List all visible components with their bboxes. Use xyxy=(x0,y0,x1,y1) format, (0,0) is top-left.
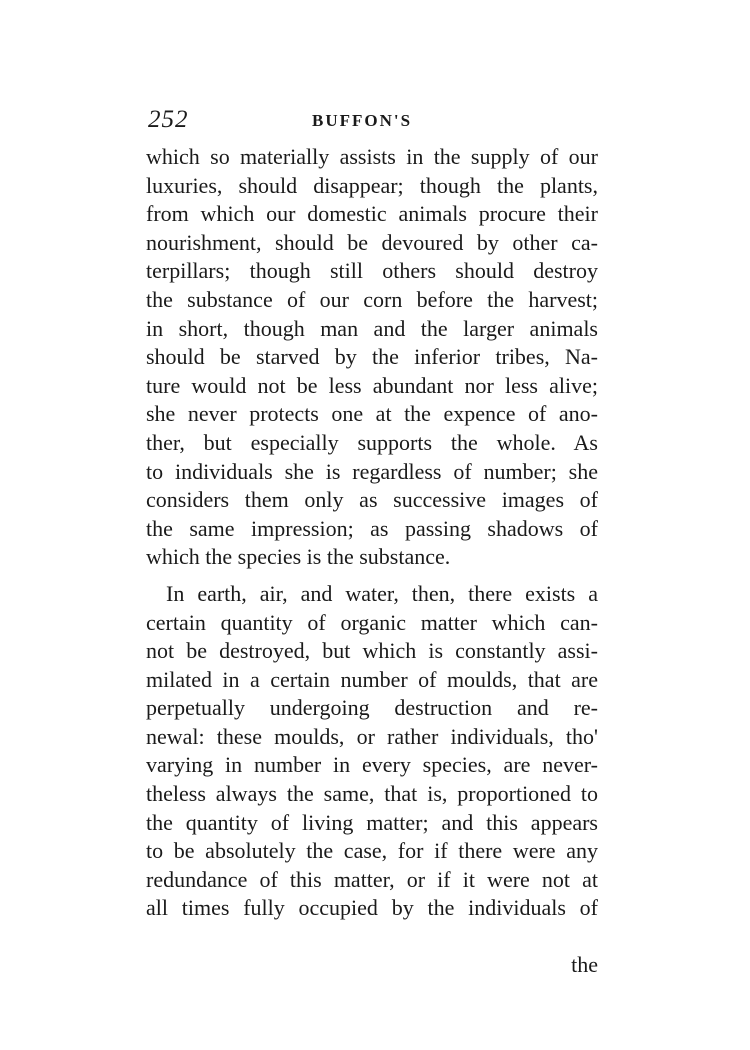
text-line: considers them only as successive images of xyxy=(146,487,598,513)
running-head xyxy=(148,104,598,136)
text-line: she never protects one at the expence of ano- xyxy=(146,401,598,427)
text-line: should be starved by the inferior tribes, Na- xyxy=(146,344,598,370)
running-title: BUFFON'S xyxy=(312,111,413,130)
catchword: the xyxy=(571,952,598,977)
text-line: luxuries, should disappear; though the plants, xyxy=(146,172,598,198)
text-line: milated in a certain number of moulds, that are xyxy=(146,666,598,692)
text-line: to be absolutely the case, for if there were any xyxy=(146,838,598,864)
text-line: the substance of our corn before the harvest; xyxy=(146,286,598,312)
text-line: which the species is the substance. xyxy=(146,544,451,570)
text-line: not be destroyed, but which is constantly assi- xyxy=(146,638,598,664)
text-line: the same impression; as passing shadows of xyxy=(146,515,598,541)
text-line: perpetually undergoing destruction and re- xyxy=(146,695,598,721)
text-line: theless always the same, that is, proportioned to xyxy=(146,781,598,807)
text-line: the quantity of living matter; and this appears xyxy=(146,809,598,835)
paragraph-break xyxy=(146,572,598,580)
page-number: 252 xyxy=(148,106,189,133)
text-line: varying in number in every species, are never- xyxy=(146,752,598,778)
text-line: In earth, air, and water, then, there exists a xyxy=(166,580,598,606)
catchword-row xyxy=(146,950,598,980)
text-line: in short, though man and the larger animals xyxy=(146,315,598,341)
text-line: certain quantity of organic matter which can- xyxy=(146,609,598,635)
text-line: from which our domestic animals procure their xyxy=(146,201,598,227)
text-line: nourishment, should be devoured by other ca- xyxy=(146,229,598,255)
text-line: ture would not be less abundant nor less alive; xyxy=(146,372,598,398)
text-line: redundance of this matter, or if it were not at xyxy=(146,866,598,892)
text-line: to individuals she is regardless of number; she xyxy=(146,458,598,484)
text-line: which so materially assists in the supply of our xyxy=(146,144,598,169)
text-line: all times fully occupied by the individuals of xyxy=(146,895,598,921)
text-line: ther, but especially supports the whole. As xyxy=(146,429,598,455)
text-line: newal: these moulds, or rather individuals, tho' xyxy=(146,723,598,749)
text-line: terpillars; though still others should destroy xyxy=(146,258,598,284)
body-text xyxy=(146,143,598,923)
